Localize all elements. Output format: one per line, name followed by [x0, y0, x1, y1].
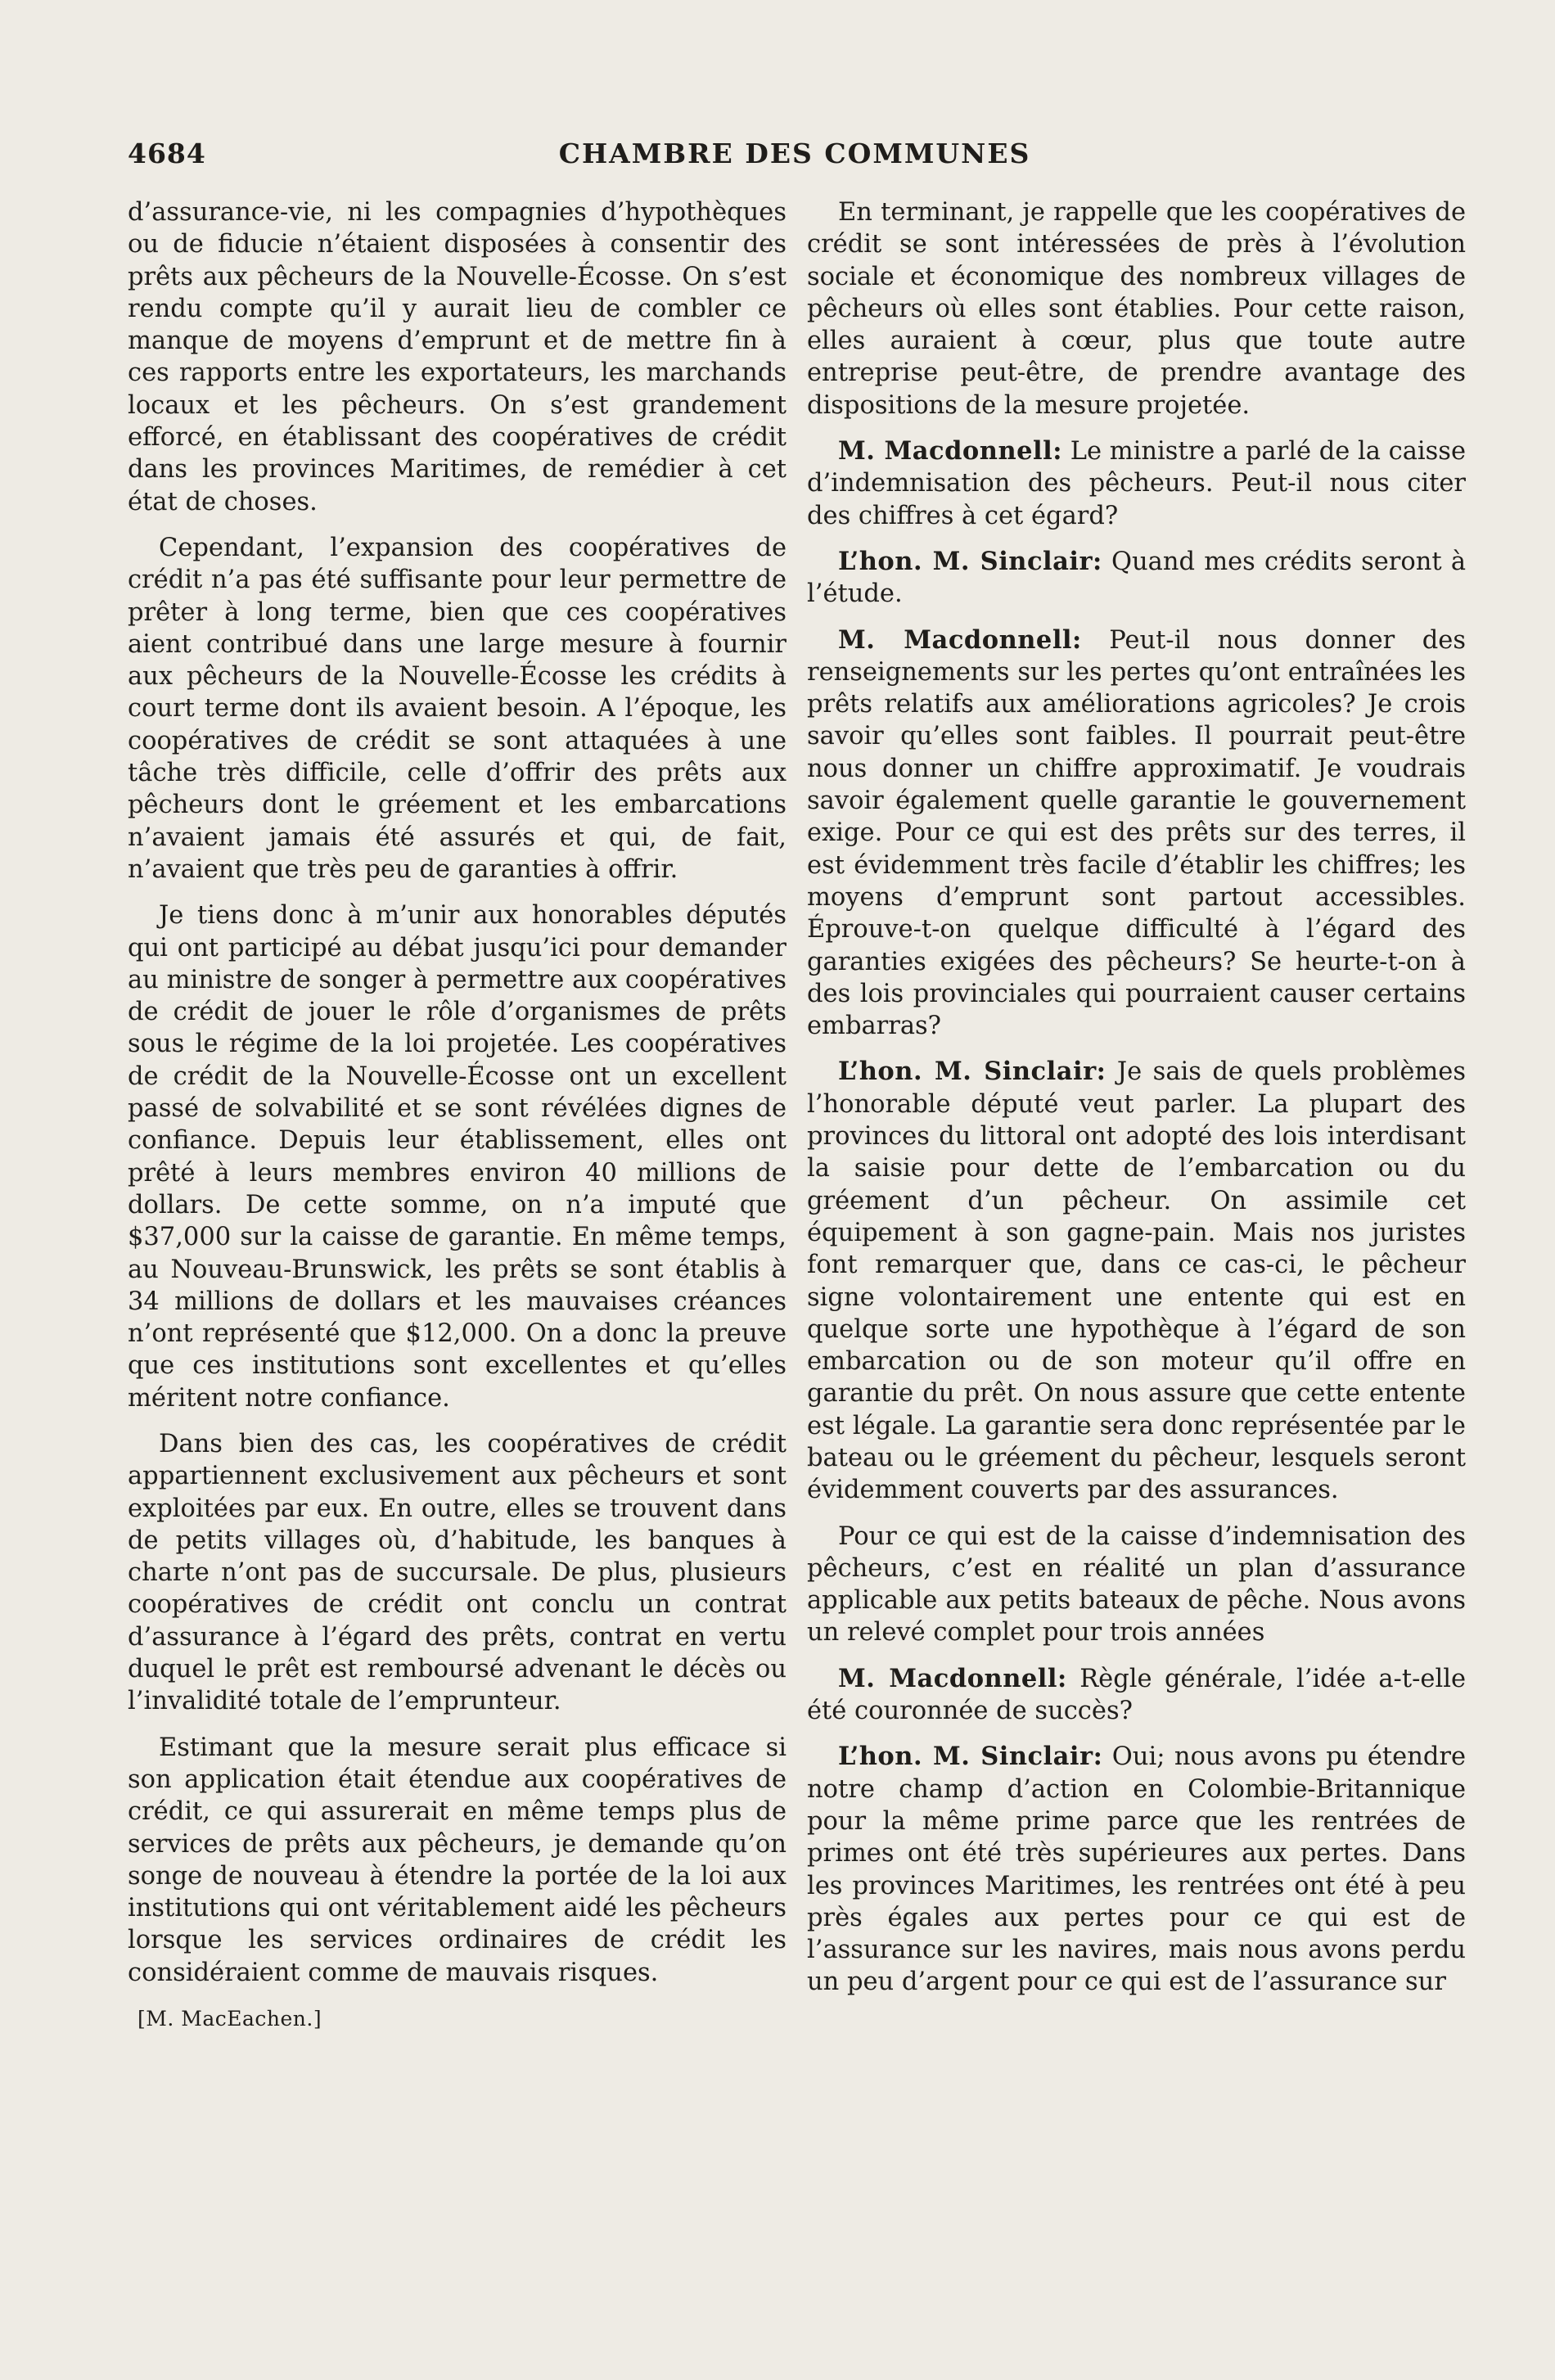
paragraph: En terminant, je rappelle que les coopératives de crédit se sont intéressées de près à l’évolution sociale et économique des nombreux villages de pêcheurs où elles sont établies. Pour cette raison, elles auraient à cœur, plus que toute autre entreprise peut-être, de prendre avantage des dispositions de la mesure projetée.: [807, 198, 1466, 420]
speech-text: Peut-il nous donner des renseignements sur les pertes qu’ont entraînées les prêts relatifs aux améliorations agricoles? Je crois savoir qu’elles sont faibles. Il pourrait peut-être nous donner un chiffre approximatif. Je voudrais savoir également quelle garantie le gouvernement exige. Pour ce qui est des prêts sur des terres, il est évidemment très facile d’établir les chiffres; les moyens d’emprunt sont partout accessibles. Éprouve-t-on quelque difficulté à l’égard des garanties exigées des pêcheurs? Se heurte-t-on à des lois provinciales qui pourraient causer certains embarras?: [807, 625, 1466, 1041]
page-header: [128, 137, 1462, 180]
speaker-name: M. Macdonnell:: [838, 436, 1062, 467]
right-column: [807, 196, 1466, 2013]
speech-text: Quand mes crédits seront à l’étude.: [807, 547, 1467, 609]
speech-paragraph: [807, 1663, 1466, 1728]
paragraph: Dans bien des cas, les coopératives de crédit appartiennent exclusivement aux pêcheurs et sont exploitées par eux. En outre, elles se trouvent dans de petits villages où, d’habitude, les banques à charte n’ont pas de succursale. De plus, plusieurs coopératives de crédit ont conclu un contrat d’assurance à l’égard des prêts, contrat en vertu duquel le prêt est remboursé advenant le décès ou l’invalidité totale de l’emprunteur.: [128, 1429, 787, 1716]
left-column: [128, 196, 787, 2035]
speech-text: Règle générale, l’idée a-t-elle été couronnée de succès?: [807, 1664, 1467, 1726]
speaker-name: L’hon. M. Sinclair:: [838, 1742, 1103, 1772]
paragraph: Cependant, l’expansion des coopératives de crédit n’a pas été suffisante pour leur permettre de prêter à long terme, bien que ces coopératives aient contribué dans une large mesure à fournir aux pêcheurs de la Nouvelle-Écosse les crédits à court terme dont ils avaient besoin. A l’époque, les coopératives de crédit se sont attaquées à une tâche très difficile, celle d’offrir des prêts aux pêcheurs dont le gréement et les embarcations n’avaient jamais été assurés et qui, de fait, n’avaient que très peu de garanties à offrir.: [128, 533, 787, 884]
speech-text: Le ministre a parlé de la caisse d’indemnisation des pêcheurs. Peut-il nous citer des chiffres à cet égard?: [807, 437, 1467, 530]
speech-text: Oui; nous avons pu étendre notre champ d’action en Colombie-Britannique pour la même prime parce que les rentrées de primes ont été très supérieures aux pertes. Dans les provinces Maritimes, les rentrées ont été à peu près égales aux pertes pour ce qui est de l’assurance sur les navires, mais nous avons perdu un peu d’argent pour ce qui est de l’assurance sur: [807, 1742, 1466, 1997]
page-number: 4684: [128, 137, 206, 169]
page-title: CHAMBRE DES COMMUNES: [558, 137, 1031, 169]
speech-text: Pour ce qui est de la caisse d’indemnisation des pêcheurs, c’est en réalité un plan d’assurance applicable aux petits bateaux de pêche. Nous avons un relevé complet pour trois années: [807, 1521, 1466, 1648]
paragraph: Estimant que la mesure serait plus efficace si son application était étendue aux coopératives de crédit, ce qui assurerait en même temps plus de services de prêts aux pêcheurs, je demande qu’on songe de nouveau à étendre la portée de la loi aux institutions qui ont véritablement aidé les pêcheurs lorsque les services ordinaires de crédit les considéraient comme de mauvais risques.: [128, 1733, 787, 1987]
speaker-name: M. Macdonnell:: [838, 1663, 1067, 1693]
speech-text: Je sais de quels problèmes l’honorable député veut parler. La plupart des provinces du littoral ont adopté des lois interdisant la saisie pour dette de l’embarcation ou du gréement d’un pêcheur. On assimile cet équipement à son gagne-pain. Mais nos juristes font remarquer que, dans ce cas-ci, le pêcheur signe volontairement une entente qui est en quelque sorte une hypothèque à l’égard de son embarcation ou de son moteur qu’il offre en garantie du prêt. On nous assure que cette entente est légale. La garantie sera donc représentée par le bateau ou le gréement du pêcheur, lesquels seront évidemment couverts par des assurances.: [807, 1057, 1467, 1505]
speech-paragraph: [807, 1521, 1466, 1649]
speech-paragraph: [807, 1056, 1466, 1506]
speaker-attribution: [M. MacEachen.]: [137, 2007, 322, 2031]
speech-paragraph: [807, 435, 1466, 532]
speech-paragraph: [807, 1741, 1466, 1998]
speaker-name: L’hon. M. Sinclair:: [838, 546, 1102, 576]
paragraph: Je tiens donc à m’unir aux honorables députés qui ont participé au débat jusqu’ici pour demander au ministre de songer à permettre aux coopératives de crédit de jouer le rôle d’organismes de prêts sous le régime de la loi projetée. Les coopératives de crédit de la Nouvelle-Écosse ont un excellent passé de solvabilité et se sont révélées dignes de confiance. Depuis leur établissement, elles ont prêté à leurs membres environ 40 millions de dollars. De cette somme, on n’a imputé que $37,000 sur la caisse de garantie. En même temps, au Nouveau-Brunswick, les prêts se sont établis à 34 millions de dollars et les mauvaises créances n’ont représenté que $12,000. On a donc la preuve que ces institutions sont excellentes et qu’elles méritent notre confiance.: [128, 901, 787, 1413]
paragraph: d’assurance-vie, ni les compagnies d’hypothèques ou de fiducie n’étaient disposées à consentir des prêts aux pêcheurs de la Nouvelle-Écosse. On s’est rendu compte qu’il y aurait lieu de combler ce manque de moyens d’emprunt et de mettre fin à ces rapports entre les exportateurs, les marchands locaux et les pêcheurs. On s’est grandement efforcé, en établissant des coopératives de crédit dans les provinces Maritimes, de remédier à cet état de choses.: [128, 198, 787, 516]
speaker-name: L’hon. M. Sinclair:: [838, 1057, 1107, 1087]
speech-paragraph: [807, 624, 1466, 1043]
speech-paragraph: [807, 546, 1466, 611]
speaker-name: M. Macdonnell:: [838, 624, 1082, 655]
